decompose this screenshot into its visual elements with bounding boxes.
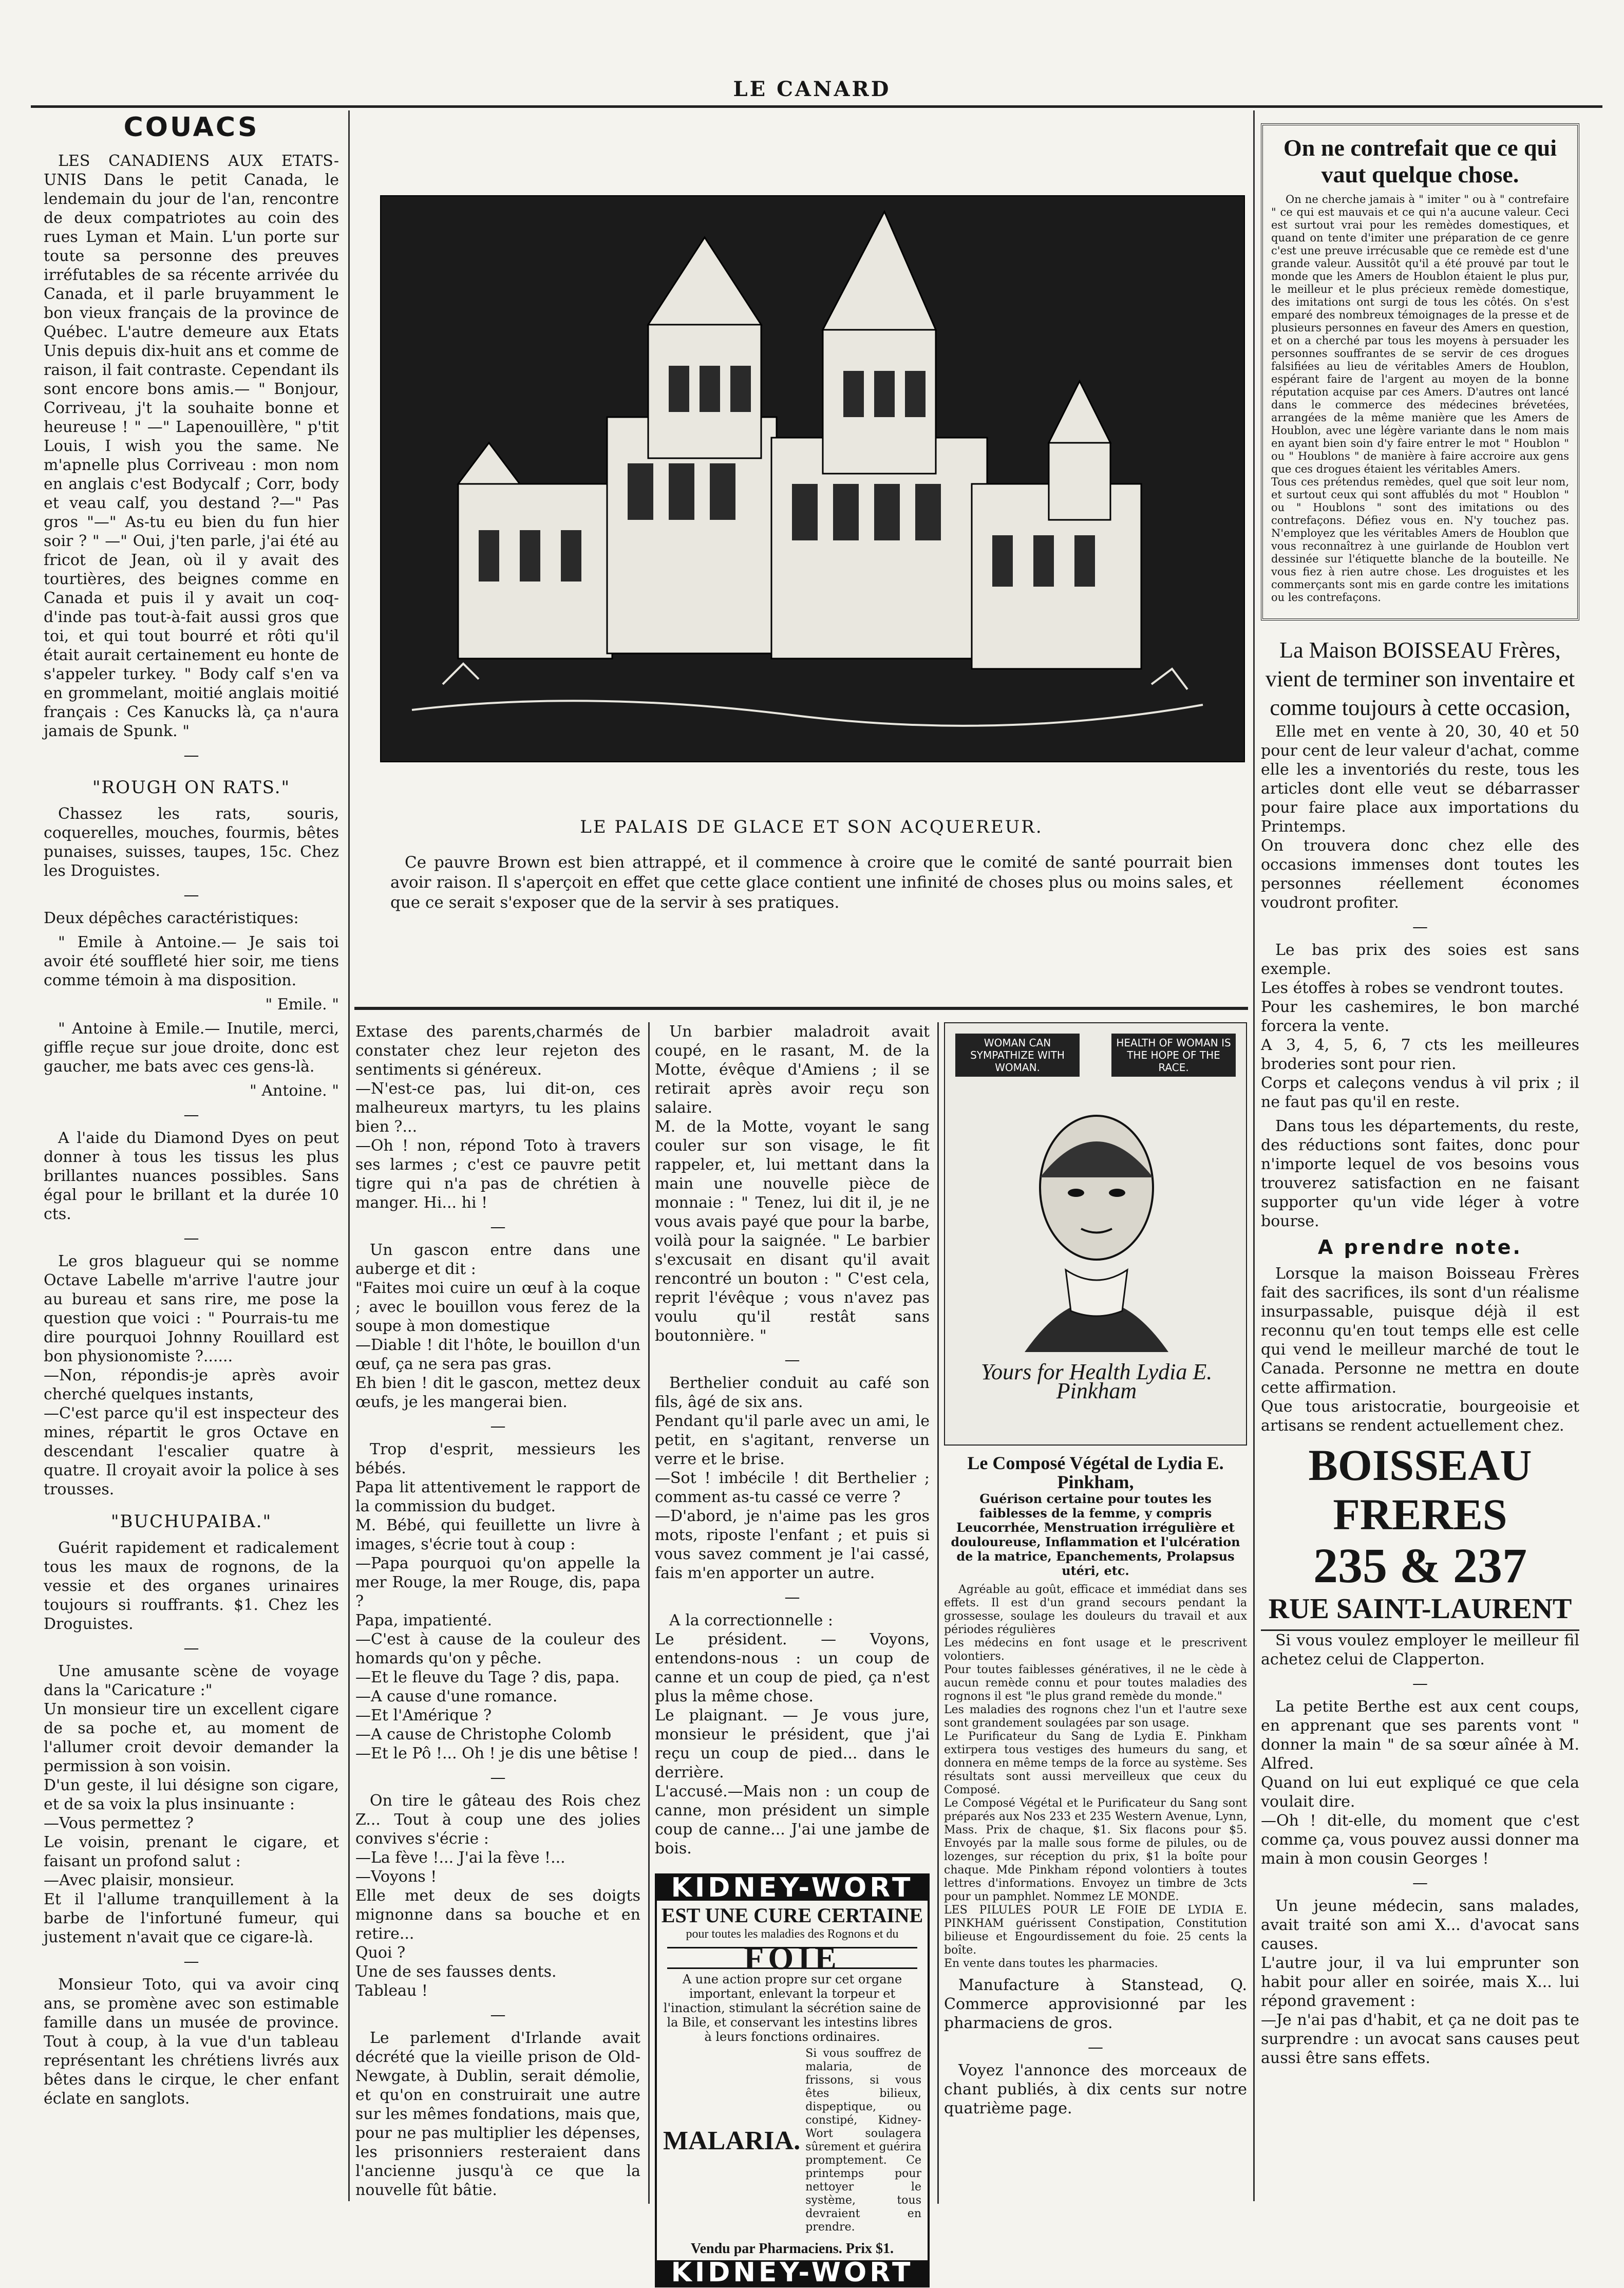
voyez-text: Voyez l'annonce des morceaux de chant publiés, à dix cents sur notre quatrième page.: [944, 2061, 1247, 2117]
note-title: A prendre note.: [1318, 1236, 1522, 1259]
maison-title: La Maison BOISSEAU Frères, vient de terminer son inventaire et comme toujours à cette occasion,: [1265, 637, 1575, 720]
boisseau-street: RUE SAINT-LAURENT: [1261, 1592, 1579, 1631]
illustration-caption-text: Ce pauvre Brown est bien attrappé, et il commence à croire que le comité de santé pourrait bien avoir raison. Il s'aperçoit en effet que cette glace contient une infinité de choses plus ou moins sales, et que ce serait s'exposer que de la servir à ses pratiques.: [390, 853, 1233, 912]
rois-article: On tire le gâteau des Rois chez Z... Tout à coup une des jolies convives s'écrie : —La fève !... J'ai la fève !... —Voyons ! Elle met deux de ses doigts mignonne dans sa bouche et en retire... Quoi ? Une de ses fausses dents. Tableau !: [355, 1792, 640, 2000]
maison-text: Elle met en vente à 20, 30, 40 et 50 pour cent de leur valeur d'achat, comme elle les a inventoriés du reste, tous les articles dont elle veut se débarrasser pour faire place aux importations du Printemps. On trouvera donc chez elle des occasions immenses dont toutes les personnes réellement économes voudront profiter.: [1261, 723, 1579, 912]
center-rule: [354, 1007, 1248, 1010]
column-rule-right: [1253, 110, 1255, 2201]
kidney-wort-price: Vendu par Pharmaciens. Prix $1.: [690, 2241, 894, 2257]
depeches-intro: Deux dépêches caractéristiques:: [44, 909, 299, 927]
pinkham-signature: Yours for Health Lydia E. Pinkham: [980, 1359, 1213, 1403]
gascon-article: Un gascon entre dans une auberge et dit : "Faites moi cuire un œuf à la coque ; avec le bouillon vous ferez de la soupe à mon domestique —Diable ! dit l'hôte, le bouillon d'un œuf, ça ne sera pas gras. Eh bien ! dit le gascon, mettez deux œufs, je les mangerai bien.: [355, 1241, 640, 1411]
boisseau-numbers: 235 & 237: [1313, 1538, 1527, 1593]
berthelier-article: Berthelier conduit au café son fils, âgé de six ans. Pendant qu'il parle avec un ami, le petit, en s'agitant, renverse un verre et le brise. —Sot ! imbécile ! dit Berthelier ; comment as-tu cassé ce verre ? —D'abord, je n'aime pas les gros mots, riposte l'enfant ; et puis si vous savez comment je l'ai cassé, fais m'en apporter un autre.: [655, 1374, 930, 1582]
center-column-1: Extase des parents,charmés de constater chez leur rejeton des sentiments si généreux. —N'est-ce pas, lui dit-on, ces malheureux martyrs, tu les plains bien ?... —Oh ! non, répond Toto à travers ses larmes ; c'est ce pauvre petit tigre qui n'a pas de chrétien à manger. Hi... hi ! — Un gascon entre dans une auberge et dit : "Faites moi cuire un œuf à la coque ; avec le bouillon vous ferez de la soupe à mon domestique —Diable ! dit l'hôte, le bouillon d'un œuf, ça ne sera pas gras. Eh bien ! dit le gascon, mettez deux œufs, je les mangerai bien. — Trop d'esprit, messieurs les bébés. Papa lit attentivement le rapport de la commission du budget. M. Bébé, qui feuillette un livre à images, s'écrie tout à coup : —Papa pourquoi qu'on appelle la mer Rouge, la mer Rouge, dis, papa ? Papa, impatienté. —C'est à cause de la couleur des homards qu'on y pêche. —Et le fleuve du Tage ? dis, papa. —A cause d'une romance. —Et l'Amérique ? —A cause de Christophe Colomb —Et le Pô !... Oh ! je dis une bêtise ! — On tire le gâteau des Rois chez Z... Tout à coup une des jolies convives s'écrie : —La fève !... J'ai la fève !... —Voyons ! Elle met deux de ses doigts mignonne dans sa bouche et en retire... Quoi ? Une de ses fausses dents. Tableau ! — Le parlement d'Irlande avait décrété que la vieille prison de Old-Newgate, à Dublin, serait démolie, et qu'on en construirait une autre sur les mêmes fondations, mais que, pour ne pas multiplier les dépenses, les prisonniers resteraient dans l'ancienne jusqu'à ce que la nouvelle fût bâtie.: [355, 1023, 640, 2199]
pinkham-portrait-box: [944, 1022, 1247, 1446]
masthead: LE CANARD: [733, 77, 891, 101]
rough-on-rats-title: "ROUGH ON RATS.": [92, 777, 291, 798]
barbier-article: Un barbier maladroit avait coupé, en le rasant, M. de la Motte, évêque d'Amiens ; il se retirait après avoir reçu son salaire. M. de la Motte, voyant le sang couler sur son visage, le fit rappeler, et, lui mettant dans la main une nouvelle pièce de monnaie : " Tenez, lui dit il, je ne vous avais payé que pour la barbe, voilà pour la saignée. " Le barbier s'excusait en disant qu'il avait rencontré un bouton : " C'est cela, reprit l'évêque ; vous n'avez pas voulu qu'il restât sans boutonnière. ": [655, 1023, 930, 1345]
clapperton-text: Si vous voulez employer le meilleur fil achetez celui de Clapperton.: [1261, 1631, 1579, 1668]
soies-text: Le bas prix des soies est sans exemple. Les étoffes à robes se vendront toutes. Pour les cashemires, le bon marché forcera la vente. A 3, 4, 5, 6, 7 cts les meilleures broderies sont pour rien. Corps et caleçons vendus à vil prix ; il ne faut pas qu'il en reste.: [1261, 941, 1579, 1111]
pinkham-text: Agréable au goût, efficace et immédiat dans ses effets. Il est d'un grand secours pendant la grossesse, soulage les douleurs du travail et aux périodes régulières Les médecins en font usage et le prescrivent volontiers. Pour toutes faiblesses génératives, il ne le cède à aucun remède connu et pour toutes maladies des rognons il est "le plus grand remède du monde." Les maladies des rognons chez l'un et l'autre sexe sont grandement soulagées par son usage. Le Purificateur du Sang de Lydia E. Pinkham extirpera tous vestiges des humeurs du sang, et donnera en même temps de la force au système. Ses résultats sont aussi merveilleux que ceux du Composé. Le Composé Végétal et le Purificateur du Sang sont préparés aux Nos 233 et 235 Western Avenue, Lynn, Mass. Prix de chaque, $1. Six flacons pour $5. Envoyés par la malle sous forme de pilules, ou de lozenges, sur réception du prix, $1 la boîte pour chaque. Mde Pinkham répond volontiers à toutes lettres d'informations. Envoyez un timbre de 3cts pour un pamphlet. Nommez LE MONDE. LES PILULES POUR LE FOIE DE LYDIA E. PINKHAM guérissent Constipation, Constitution bilieuse et Engourdissement du foie. 25 cents la boîte. En vente dans toutes les pharmacies.: [944, 1583, 1247, 1970]
blagueur-article: Le gros blagueur qui se nomme Octave Labelle m'arrive l'autre jour au bureau et sans rire, me pose la question que voici : " Pourrais-tu me dire pourquoi Johnny Rouillard est bon physionomiste ?...... —Non, répondis-je après avoir cherché quelques instants, —C'est parce qu'il est inspecteur des mines, répartit le gros Octave en descendant l'escalier quatre à quatre. Il croyait avoir la police à ses trousses.: [44, 1252, 339, 1498]
pinkham-banner-right: HEALTH OF WOMAN IS THE HOPE OF THE RACE.: [1111, 1034, 1236, 1077]
stanstead-text: Manufacture à Stanstead, Q. Commerce approvisionné par les pharmaciens de gros.: [944, 1976, 1247, 2032]
contrefait-box: [1261, 123, 1579, 621]
malaria-text: Si vous souffrez de malaria, de frissons, si vous êtes bilieux, dispeptique, ou constipé, Kidney-Wort soulagera sûrement et guérira promptement. Ce printemps pour nettoyer le système, tous devraient en prendre.: [805, 2047, 921, 2234]
toto-article: Monsieur Toto, qui va avoir cinq ans, se promène avec son estimable famille dans un musée de province. Tout à coup, à la vue d'un tableau représentant les chrétiens livrés aux bêtes dans le cirque, le cher enfant éclate en sanglots.: [44, 1976, 339, 2108]
depeche-emile: " Emile à Antoine.— Je sais toi avoir été souffleté hier soir, me tiens comme témoin à ma disposition.: [44, 933, 339, 989]
left-column: COUACS LES CANADIENS AUX ETATS-UNIS Dans le petit Canada, le lendemain du jour de l'an, rencontre de deux compatriotes au coin des rues Lyman et Main. L'un porte sur toute sa personne des preuves irréfutables de sa récente arrivée du Canada, et il parle bruyamment le bon vieux français de la province de Québec. L'autre demeure aux Etats Unis depuis dix-huit ans et comme de raison, il fait contraste. Cependant ils sont encore bons amis.— " Bonjour, Corriveau, j't la souhaite bonne et heureuse ! " —" Lapenouillère, " p'tit Louis, I wish you the same. Ne m'apnelle plus Corriveau : mon nom en anglais c'est Bodycalf ; Corr, body et veau calf, you destand ?—" Pas gros "—" As-tu eu bien du fun hier soir ? " —" Oui, j'ten parle, j'ai été au fricot de Jean, où il y avait des tourtières, des beignes comme en Canada et puis il y avait un coq-d'inde pas tout-à-fait aussi gros que toi, et qui tout bourré et rôti qu'il était aurait certainement eu honte de s'appeler turkey. " Body calf s'en va en grommelant, moitié anglais moitié français : Ces Kanucks là, ça n'aura jamais de Spunk. " — "ROUGH ON RATS." Chassez les rats, souris, coquerelles, mouches, fourmis, bêtes punaises, suisses, taupes, 15c. Chez les Droguistes. — Deux dépêches caractéristiques: " Emile à Antoine.— Je sais toi avoir été souffleté hier soir, me tiens comme témoin à ma disposition. " Emile. " " Antoine à Emile.— Inutile, merci, giffle reçue sur joue droite, donc est gaucher, me bats avec ces gens-là. " Antoine. " — A l'aide du Diamond Dyes on peut donner à tous les tissus les plus brillantes nuances possibles. Sans égal pour le brillant et la durée 10 cts. — Le gros blagueur qui se nomme Octave Labelle m'arrive l'autre jour au bureau et sans rire, me pose la question que voici : " Pourrais-tu me dire pourquoi Johnny Rouillard est bon physionomiste ?...... —Non, répondis-je après avoir cherché quelques instants, —C'est parce qu'il est inspecteur des mines, répartit le gros Octave en descendant l'escalier quatre à quatre. Il croyait avoir la police à ses trousses. "BUCHUPAIBA." Guérit rapidement et radicalement tous les maux de rognons, de la vessie et des organes urinaires toujours si rouffrants. $1. Chez les Droguistes. — Une amusante scène de voyage dans la "Caricature :" Un monsieur tire un excellent cigare de sa poche et, au moment de l'allumer croit devoir demander la permission à son voisin. D'un geste, il lui désigne son cigare, et de sa voix la plus insinuante : —Vous permettez ? Le voisin, prenant le cigare, et faisant un profond salut : —Avec plaisir, monsieur. Et il l'allume tranquillement à la barbe de l'infortuné fumeur, qui justement n'avait que ce cigare-là. — Monsieur Toto, qui va avoir cinq ans, se promène avec son estimable famille dans un musée de province. Tout à coup, à la vue d'un tableau représentant les chrétiens livrés aux bêtes dans le cirque, le cher enfant éclate en sanglots.: [44, 112, 339, 2108]
kidney-wort-ad: [655, 1873, 930, 2287]
cigare-article: Une amusante scène de voyage dans la "Caricature :" Un monsieur tire un excellent cigare de sa poche et, au moment de l'allumer croit devoir demander la permission à son voisin. D'un geste, il lui désigne son cigare, et de sa voix la plus insinuante : —Vous permettez ? Le voisin, prenant le cigare, et faisant un profond salut : —Avec plaisir, monsieur. Et il l'allume tranquillement à la barbe de l'infortuné fumeur, qui justement n'avait que ce cigare-là.: [44, 1662, 339, 1946]
right-column: On ne contrefait que ce qui vaut quelque chose. On ne cherche jamais à " imiter " ou à " contrefaire " ce qui est mauvais et ce qui n'a aucune valeur. Ceci est surtout vrai pour les remèdes domestiques, et quand on tente d'imiter une préparation de ce genre c'est une preuve irrécusable que ce remède est d'une grande valeur. Aussitôt qu'il a été prouvé par tout le monde que les Amers de Houblon étaient le plus pur, le meilleur et le plus précieux remède domestique, des imitations ont surgi de tous les côtés. On s'est emparé des nombreux témoignages de la presse et de plusieurs personnes en faveur des Amers en question, et on a cherché par tous les moyens à persuader les personnes souffrantes de se servir de ces drogues falsifiées au lieu de véritables Amers de Houblon, espérant faire de l'argent au moyen de la bonne réputation acquise par ces Amers. D'autres ont lancé dans le commerce des médecines brévetées, arrangées de la même manière que les Amers de Houblon, avec une légère variante dans le nom mais en ayant bien soin d'y faire entrer le mot " Houblon " ou " Houblons " de manière à faire accroire aux gens que ces drogues étaient les véritables Amers. Tous ces prétendus remèdes, quel que soit leur nom, et surtout ceux qui sont affublés du mot " Houblon " ou " Houblons " sont des imitations ou des contrefaçons. Défiez vous en. N'y touchez pas. N'employez que les véritables Amers de Houblon que vous reconnaîtrez à une guirlande de Houblon vert dessinée sur l'étiquette blanche de la bouteille. Ne vous fiez à rien autre chose. Les droguistes et les commerçants sont mis en garde contre les imitations ou les contrefaçons. La Maison BOISSEAU Frères, vient de terminer son inventaire et comme toujours à cette occasion, Elle met en vente à 20, 30, 40 et 50 pour cent de leur valeur d'achat, comme elle les a inventoriés du reste, tous les articles dont elle veut se débarrasser pour faire place aux importations du Printemps. On trouvera donc chez elle des occasions immenses dont toutes les personnes réellement économes voudront profiter. — Le bas prix des soies est sans exemple. Les étoffes à robes se vendront toutes. Pour les cashemires, le bon marché forcera la vente. A 3, 4, 5, 6, 7 cts les meilleures broderies sont pour rien. Corps et caleçons vendus à vil prix ; il ne faut pas qu'il en reste. Dans tous les départements, du reste, des réductions sont faites, donc pour n'importe lequel de vos besoins vous trouverez satisfaction en ne faisant supporter qu'un vide léger à votre bourse. A prendre note. Lorsque la maison Boisseau Frères fait des sacrifices, ils sont d'un réalisme insurpassable, puisque déjà il est reconnu qu'en tout temps elle est celle qui vend le meilleur marché de tout le Canada. Personne ne mettra en doute cette affirmation. Que tous aristocratie, bourgeoisie et artisans se rendent actuellement chez. BOISSEAU FRERES 235 & 237 RUE SAINT-LAURENT Si vous voulez employer le meilleur fil achetez celui de Clapperton. — La petite Berthe est aux cent coups, en apprenant que ses parents vont " donner la main " de sa sœur aînée à M. Alfred. Quand on lui eut expliqué ce que cela voulait dire. —Oh ! dit-elle, du moment que c'est comme ça, vous pouvez aussi donner ma main à mon cousin Georges ! — Un jeune médecin, sans malades, avait traité son ami X... d'avocat sans causes. L'autre jour, il va lui emprunter son habit pour aller en soirée, mais X... lui répond gravement : —Je n'ai pas d'habit, et ça ne doit pas te surprendre : un avocat sans causes peut aussi être sans effets.: [1261, 123, 1579, 2204]
center-column-2: Un barbier maladroit avait coupé, en le rasant, M. de la Motte, évêque d'Amiens ; il se retirait après avoir reçu son salaire. M. de la Motte, voyant le sang couler sur son visage, le fit rappeler, et, lui mettant dans la main une nouvelle pièce de monnaie : " Tenez, lui dit il, je ne vous avais payé que pour la barbe, voilà pour la saignée. " Le barbier s'excusait en disant qu'il avait rencontré un bouton : " C'est cela, reprit l'évêque ; vous n'avez pas voulu qu'il restât sans boutonnière. " — Berthelier conduit au café son fils, âgé de six ans. Pendant qu'il parle avec un ami, le petit, en s'agitant, renverse un verre et le brise. —Sot ! imbécile ! dit Berthelier ; comment as-tu cassé ce verre ? —D'abord, je n'aime pas les gros mots, riposte l'enfant ; et puis si vous savez comment je l'ai cassé, fais m'en apporter un autre. — A la correctionnelle : Le président. — Voyons, entendons-nous : un coup de canne et un coup de pied, ça n'est plus la même chose. Le plaignant. — Je vous jure, monsieur le président, que j'ai reçu un coup de pied... dans le derrière. L'accusé.—Mais non : un coup de canne, mon président un simple coup de canne... J'ai une jambe de bois. KIDNEY-WORT EST UNE CURE CERTAINE pour toutes les maladies des Rognons et du FOIE A une action propre sur cet organe important, enlevant la torpeur et l'inaction, stimulant la sécrétion saine de la Bile, et conservant les intestins libres à leurs fonctions ordinaires. MALARIA. Si vous souffrez de malaria, de frissons, si vous êtes bilieux, dispeptique, ou constipé, Kidney-Wort soulagera sûrement et guérira promptement. Ce printemps pour nettoyer le système, tous devraient en prendre. Vendu par Pharmaciens. Prix $1. KIDNEY-WORT: [655, 1023, 930, 2288]
column-rule-left: [348, 110, 350, 2201]
center-column-3: WOMAN CAN SYMPATHIZE WITH WOMAN. HEALTH OF WOMAN IS THE HOPE OF THE RACE. Yours for Health Lydia E. Pinkham Le Composé Végétal de Lydia E. Pinkham, Guérison certaine pour toutes les faiblesses de la femme, y compris Leucorrhée, Menstruation irrégulière et douloureuse, Inflammation et l'ulcération de la matrice, Epanchements, Prolapsus utéri, etc. Agréable au goût, efficace et immédiat dans ses effets. Il est d'un grand secours pendant la grossesse, soulage les douleurs du travail et aux périodes régulières Les médecins en font usage et le prescrivent volontiers. Pour toutes faiblesses génératives, il ne le cède à aucun remède connu et pour toutes maladies des rognons il est "le plus grand remède du monde." Les maladies des rognons chez l'un et l'autre sexe sont grandement soulagées par son usage. Le Purificateur du Sang de Lydia E. Pinkham extirpera tous vestiges des humeurs du sang, et donnera en même temps de la force au système. Ses résultats sont aussi merveilleux que ceux du Composé. Le Composé Végétal et le Purificateur du Sang sont préparés aux Nos 233 et 235 Western Avenue, Lynn, Mass. Prix de chaque, $1. Six flacons pour $5. Envoyés par la malle sous forme de pilules, ou de lozenges, sur réception du prix, $1 la boîte pour chaque. Mde Pinkham répond volontiers à toutes lettres d'informations. Envoyez un timbre de 3cts pour un pamphlet. Nommez LE MONDE. LES PILULES POUR LE FOIE DE LYDIA E. PINKHAM guérissent Constipation, Constitution bilieuse et Engourdissement du foie. 25 cents la boîte. En vente dans toutes les pharmacies. Manufacture à Stanstead, Q. Commerce approvisionné par les pharmaciens de gros. — Voyez l'annonce des morceaux de chant publiés, à dix cents sur notre quatrième page.: [944, 1022, 1247, 2204]
diamond-dyes-text: A l'aide du Diamond Dyes on peut donner à tous les tissus les plus brillantes nuances possibles. Sans égal pour le brillant et la durée 10 cts.: [44, 1129, 339, 1223]
buchupaiba-text: Guérit rapidement et radicalement tous les maux de rognons, de la vessie et des organes urinaires toujours si rouffrants. $1. Chez les Droguistes.: [44, 1539, 339, 1633]
irlande-article: Le parlement d'Irlande avait décrété que la vieille prison de Old-Newgate, à Dublin, serait démolie, et qu'on en construirait une autre sur les mêmes fondations, mais que, pour ne pas multiplier les dépenses, les prisonniers resteraient dans l'ancienne jusqu'à ce que la nouvelle fût bâtie.: [355, 2029, 640, 2199]
ice-palace-engraving: [381, 196, 1244, 761]
couacs-title: COUACS: [123, 112, 259, 143]
correctionnelle-article: A la correctionnelle : Le président. — Voyons, entendons-nous : un coup de canne et un coup de pied, ça n'est plus la même chose. Le plaignant. — Je vous jure, monsieur le président, que j'ai reçu un coup de pied... dans le derrière. L'accusé.—Mais non : un coup de canne, mon président un simple coup de canne... J'ai une jambe de bois.: [655, 1611, 930, 1858]
pinkham-headline: Le Composé Végétal de Lydia E. Pinkham,: [967, 1453, 1224, 1492]
illustration-caption: LE PALAIS DE GLACE ET SON ACQUEREUR.: [580, 817, 1043, 837]
berthe-article: La petite Berthe est aux cent coups, en apprenant que ses parents vont " donner la main " de sa sœur aînée à M. Alfred. Quand on lui eut expliqué ce que cela voulait dire. —Oh ! dit-elle, du moment que c'est comme ça, vous pouvez aussi donner ma main à mon cousin Georges !: [1261, 1698, 1579, 1868]
column-rule-3: [937, 1022, 939, 2204]
contrefait-text: On ne cherche jamais à " imiter " ou à " contrefaire " ce qui est mauvais et ce qui n'a aucune valeur. Ceci est surtout vrai pour les remèdes domestiques, et quand on tente d'imiter une préparation de ce genre c'est une preuve irrécusable que ce remède est d'une grande valeur. Aussitôt qu'il a été prouvé par tout le monde que les Amers de Houblon étaient le plus pur, le meilleur et le plus précieux remède domestique, des imitations ont surgi de tous les côtés. On s'est emparé des nombreux témoignages de la presse et de plusieurs personnes en faveur des Amers en question, et on a cherché par tous les moyens à persuader les personnes souffrantes de se servir de ces drogues falsifiées au lieu de véritables Amers de Houblon, espérant faire de l'argent au moyen de la bonne réputation acquise par ces Amers. D'autres ont lancé dans le commerce des médecines brévetées, arrangées de la même manière que les Amers de Houblon, avec une légère variante dans le nom mais en ayant bien soin d'y faire entrer le mot " Houblon " ou " Houblons " de manière à faire accroire aux gens que ces drogues étaient les véritables Amers. Tous ces prétendus remèdes, quel que soit leur nom, et surtout ceux qui sont affublés du mot " Houblon " ou " Houblons " sont des imitations ou des contrefaçons. Défiez vous en. N'y touchez pas. N'employez que les véritables Amers de Houblon que vous reconnaîtrez à une guirlande de Houblon vert dessinée sur l'étiquette blanche de la bouteille. Ne vous fiez à rien autre chose. Les droguistes et les commerçants sont mis en garde contre les imitations ou les contrefaçons.: [1271, 193, 1569, 604]
kidney-wort-text: A une action propre sur cet organe important, enlevant la torpeur et l'inaction, stimulant la sécrétion saine de la Bile, et conservant les intestins libres à leurs fonctions ordinaires.: [663, 1972, 921, 2044]
depeche-antoine-sign: " Antoine. ": [250, 1082, 339, 1100]
pinkham-banner-left: WOMAN CAN SYMPATHIZE WITH WOMAN.: [955, 1034, 1080, 1077]
boisseau-name: BOISSEAU FRERES: [1308, 1440, 1532, 1539]
kidney-wort-headline: EST UNE CURE CERTAINE: [661, 1904, 923, 1927]
foie-label: FOIE: [667, 1947, 917, 1969]
kidney-wort-subline: pour toutes les maladies des Rognons et du: [686, 1927, 899, 1941]
toto-continuation: Extase des parents,charmés de constater chez leur rejeton des sentiments si généreux. —N'est-ce pas, lui dit-on, ces malheureux martyrs, tu les plains bien ?... —Oh ! non, répond Toto à travers ses larmes ; c'est ce pauvre petit tigre qui n'a pas de chrétien à manger. Hi... hi !: [355, 1023, 640, 1212]
ice-palace-illustration: [380, 195, 1245, 762]
bebes-article: Trop d'esprit, messieurs les bébés. Papa lit attentivement le rapport de la commission du budget. M. Bébé, qui feuillette un livre à images, s'écrie tout à coup : —Papa pourquoi qu'on appelle la mer Rouge, la mer Rouge, dis, papa ? Papa, impatienté. —C'est à cause de la couleur des homards qu'on y pêche. —Et le fleuve du Tage ? dis, papa. —A cause d'une romance. —Et l'Amérique ? —A cause de Christophe Colomb —Et le Pô !... Oh ! je dis une bêtise !: [355, 1440, 640, 1762]
malaria-label: MALARIA.: [663, 2126, 801, 2155]
contrefait-title: On ne contrefait que ce qui vaut quelque chose.: [1283, 135, 1557, 187]
masthead-rule: [31, 105, 1602, 108]
canadiens-article: LES CANADIENS AUX ETATS-UNIS Dans le petit Canada, le lendemain du jour de l'an, rencontre de deux compatriotes au coin des rues Lyman et Main. L'un porte sur toute sa personne des preuves irréfutables de sa récente arrivée du Canada, et il parle bruyamment le bon vieux français de la province de Québec. L'autre demeure aux Etats Unis depuis dix-huit ans et comme de raison, il fait contraste. Cependant ils sont encore bons amis.— " Bonjour, Corriveau, j't la souhaite bonne et heureuse ! " —" Lapenouillère, " p'tit Louis, I wish you the same. Ne m'apnelle plus Corriveau : mon nom en anglais c'est Bodycalf ; Corr, body et veau calf, you destand ?—" Pas gros "—" As-tu eu bien du fun hier soir ? " —" Oui, j'ten parle, j'ai été au fricot de Jean, où il y avait des tourtières, des beignes comme en Canada et puis il y avait un coq-d'inde pas tout-à-fait aussi gros que toi, et qui tout bourré et rôti qu'il était aurait certainement eu honte de s'appeler turkey. " Body calf s'en va en grommelant, moitié anglais moitié français : Ces Kanucks là, ça n'aura jamais de Spunk. ": [44, 152, 339, 740]
medecin-article: Un jeune médecin, sans malades, avait traité son ami X... d'avocat sans causes. L'autre jour, il va lui emprunter son habit pour aller en soirée, mais X... lui répond gravement : —Je n'ai pas d'habit, et ça ne doit pas te surprendre : un avocat sans causes peut aussi être sans effets.: [1261, 1897, 1579, 2067]
pinkham-subline: Guérison certaine pour toutes les faiblesses de la femme, y compris Leucorrhée, Menstruation irrégulière et douloureuse, Inflammation et l'ulcération de la matrice, Epanchements, Prolapsus utéri, etc.: [951, 1491, 1240, 1578]
column-rule-2: [648, 1022, 650, 2204]
kidney-wort-banner-top: KIDNEY-WORT: [657, 1876, 928, 1901]
rough-on-rats-text: Chassez les rats, souris, coquerelles, mouches, fourmis, bêtes punaises, suisses, taupes, 15c. Chez les Droguistes.: [44, 805, 339, 880]
pinkham-portrait: [1004, 1095, 1189, 1352]
depeche-emile-sign: " Emile. ": [265, 996, 339, 1014]
buchupaiba-title: "BUCHUPAIBA.": [110, 1511, 272, 1532]
kidney-wort-banner-bottom: KIDNEY-WORT: [657, 2260, 928, 2285]
depeche-antoine: " Antoine à Emile.— Inutile, merci, giffle reçue sur joue droite, donc est gaucher, me bats avec ces gens-là.: [44, 1020, 339, 1076]
departements-text: Dans tous les départements, du reste, des réductions sont faites, donc pour n'importe lequel de vos besoins vous trouverez satisfaction en ne faisant supporter qu'un vide léger à votre bourse.: [1261, 1117, 1579, 1230]
note-text: Lorsque la maison Boisseau Frères fait des sacrifices, ils sont d'un réalisme insurpassable, puisque déjà il est reconnu qu'en tout temps elle est celle qui vend le meilleur marché de tout le Canada. Personne ne mettra en doute cette affirmation. Que tous aristocratie, bourgeoisie et artisans se rendent actuellement chez.: [1261, 1265, 1579, 1435]
